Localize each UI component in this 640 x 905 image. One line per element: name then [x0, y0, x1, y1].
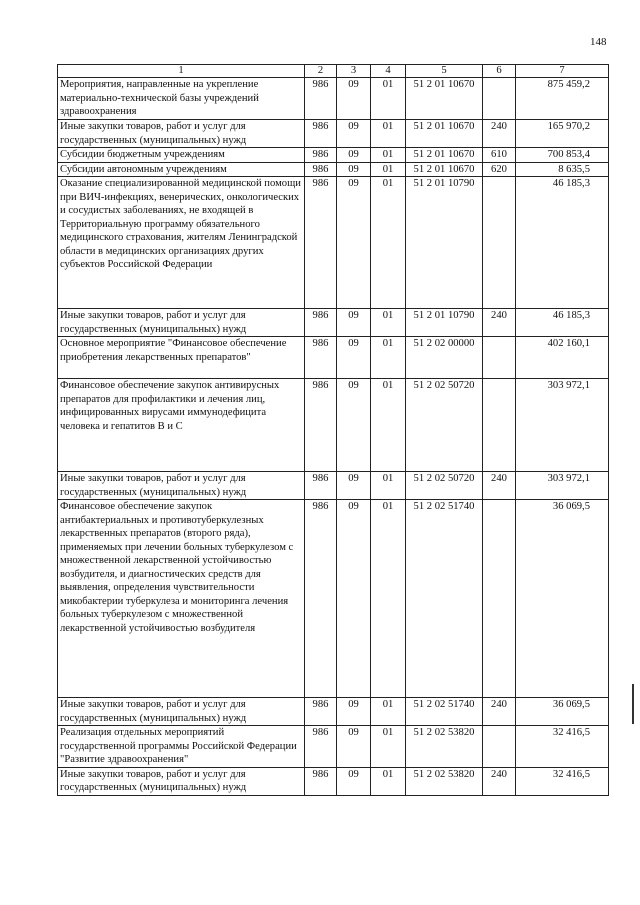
cell-sum: 402 160,1: [516, 337, 609, 379]
cell-csr: 51 2 01 10670: [406, 120, 483, 148]
cell-razdel: 09: [337, 379, 371, 472]
page-number: 148: [590, 36, 607, 48]
cell-ved: 986: [305, 120, 337, 148]
table-row: [58, 337, 609, 379]
table-row: [58, 472, 609, 500]
cell-podrazdel: 01: [371, 337, 406, 379]
cell-sum: 8 635,5: [516, 162, 609, 177]
cell-name: Субсидии бюджетным учреждениям: [58, 148, 305, 163]
cell-ved: 986: [305, 177, 337, 309]
cell-ved: 986: [305, 726, 337, 768]
cell-csr: 51 2 02 51740: [406, 500, 483, 698]
cell-vr: 240: [483, 767, 516, 795]
table-row: [58, 309, 609, 337]
cell-sum: 303 972,1: [516, 472, 609, 500]
column-header: 4: [371, 65, 406, 78]
cell-podrazdel: 01: [371, 309, 406, 337]
table-row: [58, 120, 609, 148]
cell-sum: 46 185,3: [516, 177, 609, 309]
cell-sum: 32 416,5: [516, 726, 609, 768]
cell-razdel: 09: [337, 148, 371, 163]
cell-razdel: 09: [337, 162, 371, 177]
column-header: 7: [516, 65, 609, 78]
cell-name: Иные закупки товаров, работ и услуг для государственных (муниципальных) нужд: [58, 767, 305, 795]
cell-podrazdel: 01: [371, 726, 406, 768]
cell-ved: 986: [305, 309, 337, 337]
cell-ved: 986: [305, 472, 337, 500]
cell-vr: [483, 177, 516, 309]
cell-vr: 240: [483, 309, 516, 337]
column-header: 1: [58, 65, 305, 78]
cell-ved: 986: [305, 162, 337, 177]
cell-sum: 46 185,3: [516, 309, 609, 337]
table-row: [58, 78, 609, 120]
budget-table: [57, 64, 609, 796]
cell-vr: 240: [483, 698, 516, 726]
cell-sum: 165 970,2: [516, 120, 609, 148]
cell-razdel: 09: [337, 472, 371, 500]
cell-sum: 36 069,5: [516, 500, 609, 698]
cell-csr: 51 2 02 50720: [406, 472, 483, 500]
cell-vr: [483, 379, 516, 472]
cell-sum: 32 416,5: [516, 767, 609, 795]
cell-ved: 986: [305, 337, 337, 379]
cell-podrazdel: 01: [371, 500, 406, 698]
table-row: [58, 500, 609, 698]
cell-razdel: 09: [337, 500, 371, 698]
cell-name: Оказание специализированной медицинской помощи при ВИЧ-инфекциях, венерических, онкологических и сосудистых заболеваниях, не входящей в Территориальную программу обязательного медицинского страхования, жителям Ленинградской области в медицинских организациях других субъектов Российской Федерации: [58, 177, 305, 309]
table-row: [58, 148, 609, 163]
cell-csr: 51 2 02 50720: [406, 379, 483, 472]
cell-razdel: 09: [337, 337, 371, 379]
cell-vr: 240: [483, 120, 516, 148]
table-row: [58, 379, 609, 472]
cell-csr: 51 2 02 51740: [406, 698, 483, 726]
cell-ved: 986: [305, 78, 337, 120]
cell-podrazdel: 01: [371, 379, 406, 472]
cell-podrazdel: 01: [371, 120, 406, 148]
cell-sum: 700 853,4: [516, 148, 609, 163]
table-row: [58, 767, 609, 795]
cell-ved: 986: [305, 500, 337, 698]
cell-name: Мероприятия, направленные на укрепление материально-технической базы учреждений здравоохранения: [58, 78, 305, 120]
cell-podrazdel: 01: [371, 767, 406, 795]
cell-ved: 986: [305, 767, 337, 795]
cell-name: Финансовое обеспечение закупок антивирусных препаратов для профилактики и лечения лиц, инфицированных вирусами иммунодефицита человека и гепатитов В и С: [58, 379, 305, 472]
cell-podrazdel: 01: [371, 148, 406, 163]
cell-podrazdel: 01: [371, 472, 406, 500]
column-header: 6: [483, 65, 516, 78]
cell-razdel: 09: [337, 177, 371, 309]
cell-name: Основное мероприятие "Финансовое обеспечение приобретения лекарственных препаратов": [58, 337, 305, 379]
cell-csr: 51 2 02 53820: [406, 767, 483, 795]
cell-csr: 51 2 02 53820: [406, 726, 483, 768]
cell-sum: 875 459,2: [516, 78, 609, 120]
column-header: 2: [305, 65, 337, 78]
cell-vr: 620: [483, 162, 516, 177]
cell-name: Иные закупки товаров, работ и услуг для государственных (муниципальных) нужд: [58, 472, 305, 500]
cell-ved: 986: [305, 698, 337, 726]
cell-razdel: 09: [337, 309, 371, 337]
table-row: [58, 698, 609, 726]
cell-vr: [483, 337, 516, 379]
cell-vr: [483, 500, 516, 698]
cell-razdel: 09: [337, 120, 371, 148]
table-row: [58, 162, 609, 177]
cell-vr: 610: [483, 148, 516, 163]
cell-sum: 303 972,1: [516, 379, 609, 472]
table-row: [58, 726, 609, 768]
cell-vr: 240: [483, 472, 516, 500]
cell-ved: 986: [305, 148, 337, 163]
cell-podrazdel: 01: [371, 78, 406, 120]
cell-csr: 51 2 01 10790: [406, 309, 483, 337]
cell-csr: 51 2 01 10790: [406, 177, 483, 309]
cell-csr: 51 2 01 10670: [406, 78, 483, 120]
column-header: 5: [406, 65, 483, 78]
cell-csr: 51 2 01 10670: [406, 148, 483, 163]
column-header-row: [58, 65, 609, 78]
cell-name: Реализация отдельных мероприятий государственной программы Российской Федерации "Развитие здравоохранения": [58, 726, 305, 768]
cell-vr: [483, 726, 516, 768]
cell-csr: 51 2 01 10670: [406, 162, 483, 177]
cell-vr: [483, 78, 516, 120]
cell-podrazdel: 01: [371, 698, 406, 726]
cell-name: Финансовое обеспечение закупок антибактериальных и противотуберкулезных лекарственных препаратов (второго ряда), применяемых при лечении больных туберкулезом с множественной лекарственной устойчивостью возбудителя, и диагностических средств для выявления, определения чувствительности микобактерии туберкулеза и мониторинга лечения больных туберкулезом с множественной лекарственной устойчивостью возбудителя: [58, 500, 305, 698]
cell-name: Иные закупки товаров, работ и услуг для государственных (муниципальных) нужд: [58, 309, 305, 337]
cell-razdel: 09: [337, 767, 371, 795]
cell-podrazdel: 01: [371, 177, 406, 309]
table-row: [58, 177, 609, 309]
cell-csr: 51 2 02 00000: [406, 337, 483, 379]
cell-ved: 986: [305, 379, 337, 472]
cell-name: Иные закупки товаров, работ и услуг для государственных (муниципальных) нужд: [58, 698, 305, 726]
cell-razdel: 09: [337, 698, 371, 726]
column-header: 3: [337, 65, 371, 78]
cell-sum: 36 069,5: [516, 698, 609, 726]
cell-name: Иные закупки товаров, работ и услуг для государственных (муниципальных) нужд: [58, 120, 305, 148]
cell-razdel: 09: [337, 78, 371, 120]
cell-name: Субсидии автономным учреждениям: [58, 162, 305, 177]
scan-edge-mark: [632, 684, 634, 724]
cell-podrazdel: 01: [371, 162, 406, 177]
cell-razdel: 09: [337, 726, 371, 768]
